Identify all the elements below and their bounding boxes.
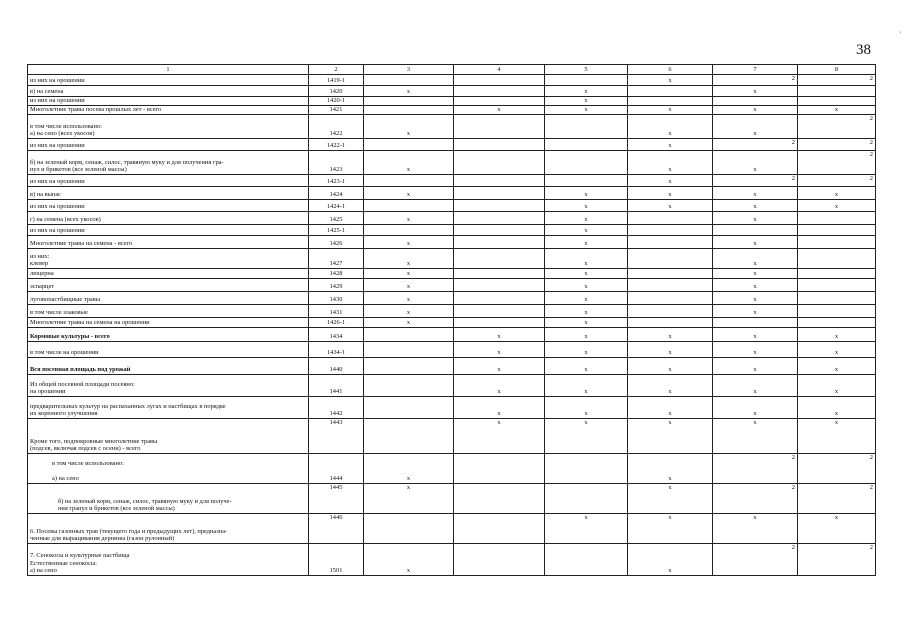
- row-label: из них: клевер: [28, 249, 309, 269]
- row-code: 1423: [309, 151, 364, 175]
- row-code: 1429: [309, 279, 364, 292]
- row-label: в том числе использовано: а) на сено (всех укосов): [28, 115, 309, 139]
- value-cell: x: [713, 305, 798, 318]
- value-cell: x: [713, 358, 798, 375]
- value-cell: x: [798, 419, 876, 454]
- value-cell: x: [545, 269, 628, 279]
- table-row: [28, 544, 876, 576]
- row-code: 1446: [309, 514, 364, 544]
- value-cell: x: [364, 212, 454, 225]
- value-cell: [628, 97, 713, 106]
- value-cell: x: [364, 544, 454, 576]
- value-cell: x: [454, 397, 545, 419]
- value-cell: x: [628, 187, 713, 200]
- value-cell: [545, 484, 628, 514]
- value-cell: x: [545, 514, 628, 544]
- row-code: 1427: [309, 249, 364, 269]
- value-cell: [364, 342, 454, 358]
- value-cell: [713, 97, 798, 106]
- value-cell: x: [713, 342, 798, 358]
- value-cell: [454, 269, 545, 279]
- table-row: [28, 484, 876, 514]
- value-cell: x: [628, 397, 713, 419]
- value-cell: [364, 358, 454, 375]
- value-cell: [364, 175, 454, 187]
- value-cell: [798, 292, 876, 305]
- value-cell: [364, 375, 454, 397]
- value-cell: x: [713, 200, 798, 212]
- header-cell: 8: [798, 65, 876, 75]
- row-code: 1421: [309, 106, 364, 115]
- value-cell: x: [628, 75, 713, 86]
- value-cell: [628, 292, 713, 305]
- row-code: 1423-1: [309, 175, 364, 187]
- value-cell: x: [545, 279, 628, 292]
- row-code: 1434: [309, 328, 364, 342]
- value-cell: [545, 454, 628, 484]
- value-cell: x: [545, 318, 628, 328]
- row-label: в том числе на орошении: [28, 342, 309, 358]
- value-cell: 2: [713, 454, 798, 484]
- value-cell: x: [628, 151, 713, 175]
- value-cell: [364, 328, 454, 342]
- value-cell: x: [798, 358, 876, 375]
- table-row: [28, 175, 876, 187]
- value-cell: x: [713, 115, 798, 139]
- value-cell: [545, 175, 628, 187]
- value-cell: [454, 305, 545, 318]
- table-row: [28, 328, 876, 342]
- value-cell: x: [628, 328, 713, 342]
- value-cell: [545, 544, 628, 576]
- value-cell: [364, 225, 454, 236]
- value-cell: [454, 175, 545, 187]
- value-cell: x: [628, 544, 713, 576]
- row-label: Многолетние травы на семена на орошении: [28, 318, 309, 328]
- value-cell: x: [545, 419, 628, 454]
- row-code: 1445: [309, 484, 364, 514]
- value-cell: [454, 139, 545, 151]
- table-row: [28, 249, 876, 269]
- value-cell: [545, 151, 628, 175]
- header-cell: 5: [545, 65, 628, 75]
- row-code: 1419-1: [309, 75, 364, 86]
- value-cell: x: [713, 397, 798, 419]
- row-code: 1426-1: [309, 318, 364, 328]
- value-cell: x: [628, 514, 713, 544]
- value-cell: [545, 139, 628, 151]
- row-label: 7. Сенокосы и культурные пастбища Естественные сенокосы: а) на сено: [28, 544, 309, 576]
- table-row: [28, 75, 876, 86]
- row-label: из них на орошении: [28, 175, 309, 187]
- value-cell: x: [364, 454, 454, 484]
- value-cell: [454, 75, 545, 86]
- value-cell: x: [628, 484, 713, 514]
- value-cell: [364, 75, 454, 86]
- table-row: [28, 236, 876, 249]
- value-cell: 2: [798, 75, 876, 86]
- value-cell: x: [798, 200, 876, 212]
- value-cell: [364, 97, 454, 106]
- value-cell: [454, 86, 545, 97]
- value-cell: x: [364, 236, 454, 249]
- row-code: 1501: [309, 544, 364, 576]
- value-cell: 2: [713, 175, 798, 187]
- value-cell: [364, 419, 454, 454]
- value-cell: x: [713, 279, 798, 292]
- value-cell: x: [454, 328, 545, 342]
- value-cell: [454, 249, 545, 269]
- row-label: из них на орошении: [28, 139, 309, 151]
- value-cell: x: [713, 151, 798, 175]
- value-cell: [628, 249, 713, 269]
- value-cell: x: [364, 249, 454, 269]
- value-cell: [454, 225, 545, 236]
- value-cell: x: [545, 328, 628, 342]
- value-cell: [364, 139, 454, 151]
- value-cell: x: [798, 514, 876, 544]
- value-cell: x: [454, 375, 545, 397]
- value-cell: x: [545, 187, 628, 200]
- value-cell: [454, 97, 545, 106]
- row-code: 1430: [309, 292, 364, 305]
- value-cell: x: [364, 86, 454, 97]
- table-row: [28, 397, 876, 419]
- row-label: 6. Посевы газонных трав (текущего года и предыдущих лет), предназна- ченные для выращивания дернины (газон рулонный): [28, 514, 309, 544]
- value-cell: x: [454, 342, 545, 358]
- row-code: 1420: [309, 86, 364, 97]
- value-cell: x: [798, 328, 876, 342]
- value-cell: x: [454, 106, 545, 115]
- value-cell: x: [628, 358, 713, 375]
- page-number: 38: [856, 42, 871, 58]
- value-cell: 2: [798, 454, 876, 484]
- value-cell: x: [628, 375, 713, 397]
- value-cell: [628, 225, 713, 236]
- row-label: из них на орошении: [28, 75, 309, 86]
- row-label: Многолетние травы на семена - всего: [28, 236, 309, 249]
- value-cell: x: [545, 342, 628, 358]
- value-cell: x: [545, 97, 628, 106]
- row-code: 1440: [309, 358, 364, 375]
- row-label: Вся посевная площадь под урожай: [28, 358, 309, 375]
- row-label: Многолетние травы посева прошлых лет - всего: [28, 106, 309, 115]
- value-cell: x: [628, 454, 713, 484]
- value-cell: [628, 269, 713, 279]
- header-cell: 4: [454, 65, 545, 75]
- row-label: эспарцет: [28, 279, 309, 292]
- value-cell: [628, 236, 713, 249]
- row-label: люцерна: [28, 269, 309, 279]
- table-row: [28, 269, 876, 279]
- value-cell: [798, 318, 876, 328]
- value-cell: x: [545, 236, 628, 249]
- table-row: [28, 358, 876, 375]
- value-cell: x: [628, 342, 713, 358]
- value-cell: [713, 225, 798, 236]
- header-cell: 2: [309, 65, 364, 75]
- value-cell: x: [364, 279, 454, 292]
- row-code: 1422-1: [309, 139, 364, 151]
- table-row: [28, 375, 876, 397]
- value-cell: [628, 305, 713, 318]
- table-row: [28, 279, 876, 292]
- row-code: 1442: [309, 397, 364, 419]
- value-cell: x: [545, 200, 628, 212]
- row-label: Кормовые культуры - всего: [28, 328, 309, 342]
- table-header-row: [28, 65, 876, 75]
- row-label: из них на орошении: [28, 200, 309, 212]
- header-cell: 7: [713, 65, 798, 75]
- value-cell: 2: [713, 544, 798, 576]
- value-cell: x: [545, 305, 628, 318]
- value-cell: x: [454, 419, 545, 454]
- value-cell: x: [545, 375, 628, 397]
- value-cell: 2: [713, 484, 798, 514]
- value-cell: x: [798, 397, 876, 419]
- table-row: [28, 151, 876, 175]
- value-cell: x: [628, 200, 713, 212]
- value-cell: x: [628, 115, 713, 139]
- value-cell: x: [713, 514, 798, 544]
- value-cell: x: [545, 86, 628, 97]
- row-label: предварительных культур на распаханных лугах и пастбищах в порядке их коренного улучшения: [28, 397, 309, 419]
- value-cell: [798, 269, 876, 279]
- value-cell: x: [713, 249, 798, 269]
- value-cell: x: [545, 292, 628, 305]
- value-cell: [454, 318, 545, 328]
- value-cell: [628, 212, 713, 225]
- value-cell: [798, 305, 876, 318]
- table-row: [28, 106, 876, 115]
- row-code: 1443: [309, 419, 364, 454]
- value-cell: x: [364, 187, 454, 200]
- value-cell: x: [364, 305, 454, 318]
- value-cell: [713, 318, 798, 328]
- value-cell: x: [628, 419, 713, 454]
- value-cell: x: [713, 236, 798, 249]
- value-cell: [454, 151, 545, 175]
- row-label: Из общей посевной площади посеяно: на орошении: [28, 375, 309, 397]
- value-cell: 2: [713, 139, 798, 151]
- value-cell: x: [713, 375, 798, 397]
- value-cell: x: [364, 292, 454, 305]
- table-row: [28, 86, 876, 97]
- value-cell: [798, 86, 876, 97]
- value-cell: 2: [798, 139, 876, 151]
- value-cell: 2: [798, 151, 876, 175]
- value-cell: [798, 249, 876, 269]
- value-cell: [364, 397, 454, 419]
- value-cell: x: [713, 187, 798, 200]
- row-code: 1434-1: [309, 342, 364, 358]
- header-cell: 6: [628, 65, 713, 75]
- table-row: [28, 318, 876, 328]
- table-row: [28, 212, 876, 225]
- value-cell: x: [545, 249, 628, 269]
- value-cell: [798, 279, 876, 292]
- value-cell: [364, 106, 454, 115]
- value-cell: [454, 115, 545, 139]
- value-cell: x: [545, 106, 628, 115]
- table-row: [28, 139, 876, 151]
- value-cell: x: [545, 225, 628, 236]
- row-code: 1441: [309, 375, 364, 397]
- value-cell: x: [798, 342, 876, 358]
- table-row: [28, 419, 876, 454]
- value-cell: x: [628, 106, 713, 115]
- value-cell: x: [713, 328, 798, 342]
- value-cell: x: [798, 187, 876, 200]
- value-cell: x: [713, 86, 798, 97]
- value-cell: 2: [798, 175, 876, 187]
- row-label: из них на орошении: [28, 225, 309, 236]
- value-cell: x: [364, 151, 454, 175]
- header-cell: 3: [364, 65, 454, 75]
- table-row: [28, 305, 876, 318]
- value-cell: [454, 236, 545, 249]
- table-row: [28, 514, 876, 544]
- row-label: б) на зеленый корм, сенаж, силос, травяную муку и для получе- ния гранул и брикетов (все зеленой массы): [28, 484, 309, 514]
- value-cell: x: [364, 115, 454, 139]
- value-cell: 2: [798, 484, 876, 514]
- row-label: в) на семена: [28, 86, 309, 97]
- value-cell: x: [713, 419, 798, 454]
- row-code: 1424-1: [309, 200, 364, 212]
- value-cell: [454, 454, 545, 484]
- value-cell: x: [628, 175, 713, 187]
- value-cell: [628, 318, 713, 328]
- value-cell: x: [713, 106, 798, 115]
- row-code: 1425-1: [309, 225, 364, 236]
- row-label: из них на орошении: [28, 97, 309, 106]
- value-cell: [364, 514, 454, 544]
- value-cell: x: [364, 318, 454, 328]
- value-cell: x: [713, 269, 798, 279]
- value-cell: x: [545, 397, 628, 419]
- row-label: луговопастбищные травы: [28, 292, 309, 305]
- value-cell: [454, 279, 545, 292]
- value-cell: [798, 225, 876, 236]
- header-cell: 1: [28, 65, 309, 75]
- value-cell: [454, 200, 545, 212]
- value-cell: 2: [798, 544, 876, 576]
- table-row: [28, 292, 876, 305]
- value-cell: x: [545, 358, 628, 375]
- table-row: [28, 454, 876, 484]
- value-cell: [545, 75, 628, 86]
- value-cell: [628, 86, 713, 97]
- statistics-table: [27, 64, 876, 576]
- value-cell: x: [798, 375, 876, 397]
- value-cell: x: [798, 106, 876, 115]
- value-cell: [454, 212, 545, 225]
- row-label: б) на зеленый корм, сенаж, силос, травяную муку и для получения гра- нул и брикетов (все зеленой массы): [28, 151, 309, 175]
- value-cell: x: [364, 484, 454, 514]
- table-row: [28, 342, 876, 358]
- value-cell: [798, 97, 876, 106]
- table-row: [28, 97, 876, 106]
- value-cell: [454, 187, 545, 200]
- row-code: 1425: [309, 212, 364, 225]
- value-cell: [628, 279, 713, 292]
- value-cell: [454, 484, 545, 514]
- row-label: г) на семена (всех укосов): [28, 212, 309, 225]
- value-cell: [545, 115, 628, 139]
- table-row: [28, 200, 876, 212]
- value-cell: x: [364, 269, 454, 279]
- scan-mark: ': [899, 30, 901, 39]
- value-cell: [364, 200, 454, 212]
- value-cell: [454, 292, 545, 305]
- row-code: 1428: [309, 269, 364, 279]
- row-label: Кроме того, подпокровные многолетние травы (подсев, включая подсев с осени) - всего: [28, 419, 309, 454]
- value-cell: [454, 544, 545, 576]
- value-cell: [798, 236, 876, 249]
- row-label: в том числе злаковые: [28, 305, 309, 318]
- value-cell: 2: [713, 75, 798, 86]
- row-code: 1424: [309, 187, 364, 200]
- row-code: 1431: [309, 305, 364, 318]
- value-cell: x: [628, 139, 713, 151]
- row-code: 1420-1: [309, 97, 364, 106]
- table-row: [28, 225, 876, 236]
- table-row: [28, 187, 876, 200]
- row-label: в том числе использовано: а) на сено: [28, 454, 309, 484]
- value-cell: x: [713, 292, 798, 305]
- value-cell: [798, 212, 876, 225]
- table-row: [28, 115, 876, 139]
- row-code: 1422: [309, 115, 364, 139]
- row-code: 1444: [309, 454, 364, 484]
- value-cell: [454, 514, 545, 544]
- row-code: 1426: [309, 236, 364, 249]
- value-cell: x: [713, 212, 798, 225]
- row-label: в) на выпас: [28, 187, 309, 200]
- value-cell: 2: [798, 115, 876, 139]
- value-cell: x: [545, 212, 628, 225]
- value-cell: x: [454, 358, 545, 375]
